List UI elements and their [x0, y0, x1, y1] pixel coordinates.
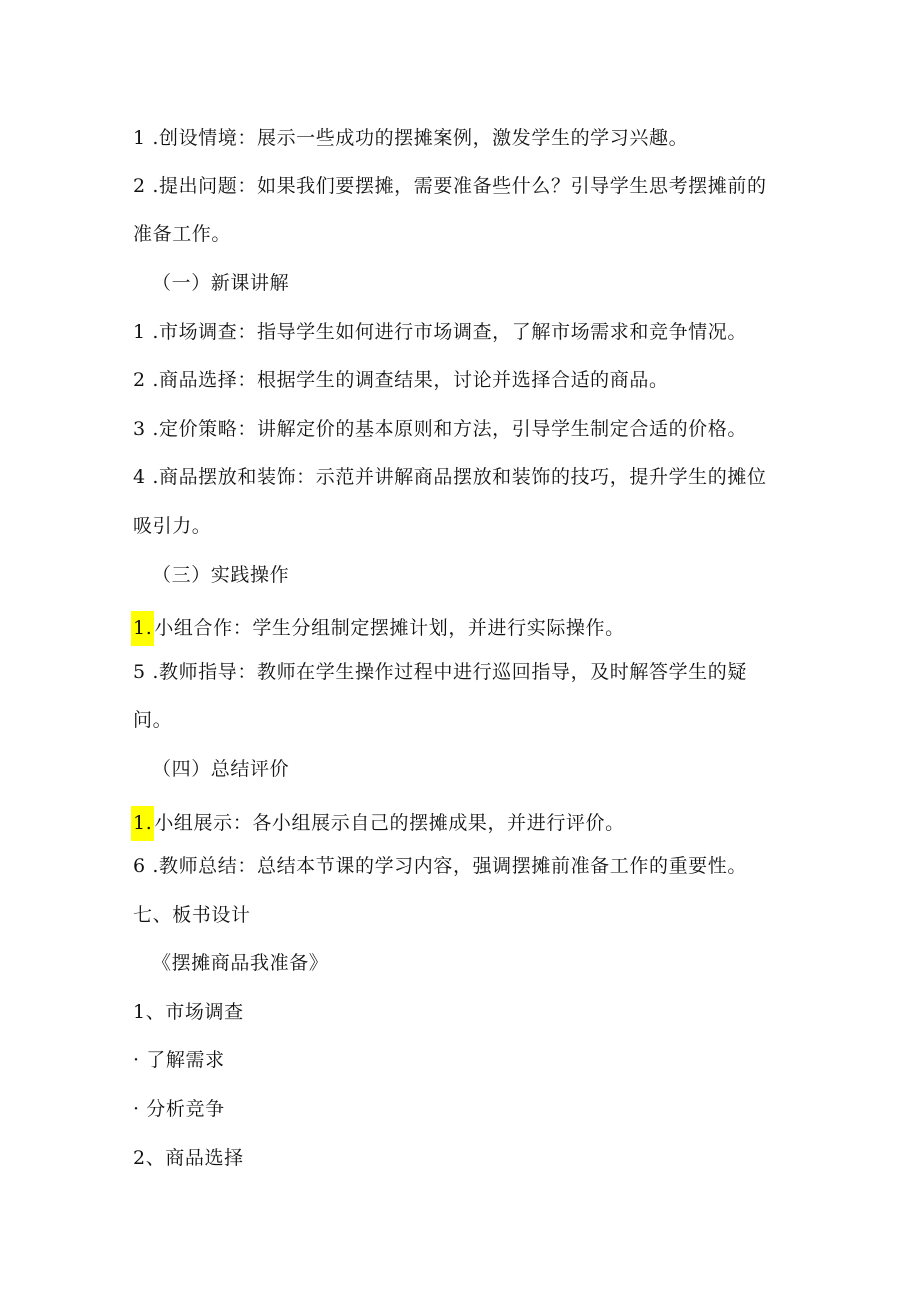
highlight-marker: 1.	[131, 806, 154, 841]
list-item-text: 小组展示：各小组展示自己的摆摊成果，并进行评价。	[154, 812, 625, 834]
list-item-market-research: 1 .市场调查：指导学生如何进行市场调查，了解市场需求和竞争情况。	[133, 321, 747, 343]
board-item-product-selection: 2、商品选择	[133, 1147, 244, 1169]
section-heading-new-lesson: （一）新课讲解	[152, 272, 290, 294]
section-heading-practice: （三）实践操作	[152, 564, 290, 586]
board-item-market-research: 1、市场调查	[133, 1001, 244, 1023]
list-item-pricing: 3 .定价策略：讲解定价的基本原则和方法，引导学生制定合适的价格。	[133, 418, 747, 440]
list-item-group-work	[133, 611, 625, 646]
paragraph-intro-2-cont: 准备工作。	[133, 223, 232, 245]
list-item-teacher-guidance-cont: 问。	[133, 709, 173, 731]
list-item-text: 小组合作：学生分组制定摆摊计划，并进行实际操作。	[154, 617, 625, 639]
paragraph-intro-1: 1 .创设情境：展示一些成功的摆摊案例，激发学生的学习兴趣。	[133, 127, 689, 149]
section-heading-summary: （四）总结评价	[152, 758, 290, 780]
board-subitem-competition: · 分析竞争	[133, 1098, 225, 1120]
list-item-teacher-summary: 6 .教师总结：总结本节课的学习内容，强调摆摊前准备工作的重要性。	[133, 855, 747, 877]
section-heading-board-design: 七、板书设计	[133, 904, 251, 926]
list-item-teacher-guidance: 5 .教师指导：教师在学生操作过程中进行巡回指导，及时解答学生的疑	[133, 661, 747, 683]
list-item-product-selection: 2 .商品选择：根据学生的调查结果，讨论并选择合适的商品。	[133, 369, 669, 391]
highlight-marker: 1.	[131, 611, 154, 646]
paragraph-intro-2: 2 .提出问题：如果我们要摆摊，需要准备些什么？引导学生思考摆摊前的	[133, 175, 767, 197]
board-subitem-demand: · 了解需求	[133, 1049, 225, 1071]
list-item-display-cont: 吸引力。	[133, 515, 212, 537]
list-item-group-show	[133, 806, 625, 841]
board-title: 《摆摊商品我准备》	[152, 952, 329, 974]
list-item-display: 4 .商品摆放和装饰：示范并讲解商品摆放和装饰的技巧，提升学生的摊位	[133, 466, 767, 488]
